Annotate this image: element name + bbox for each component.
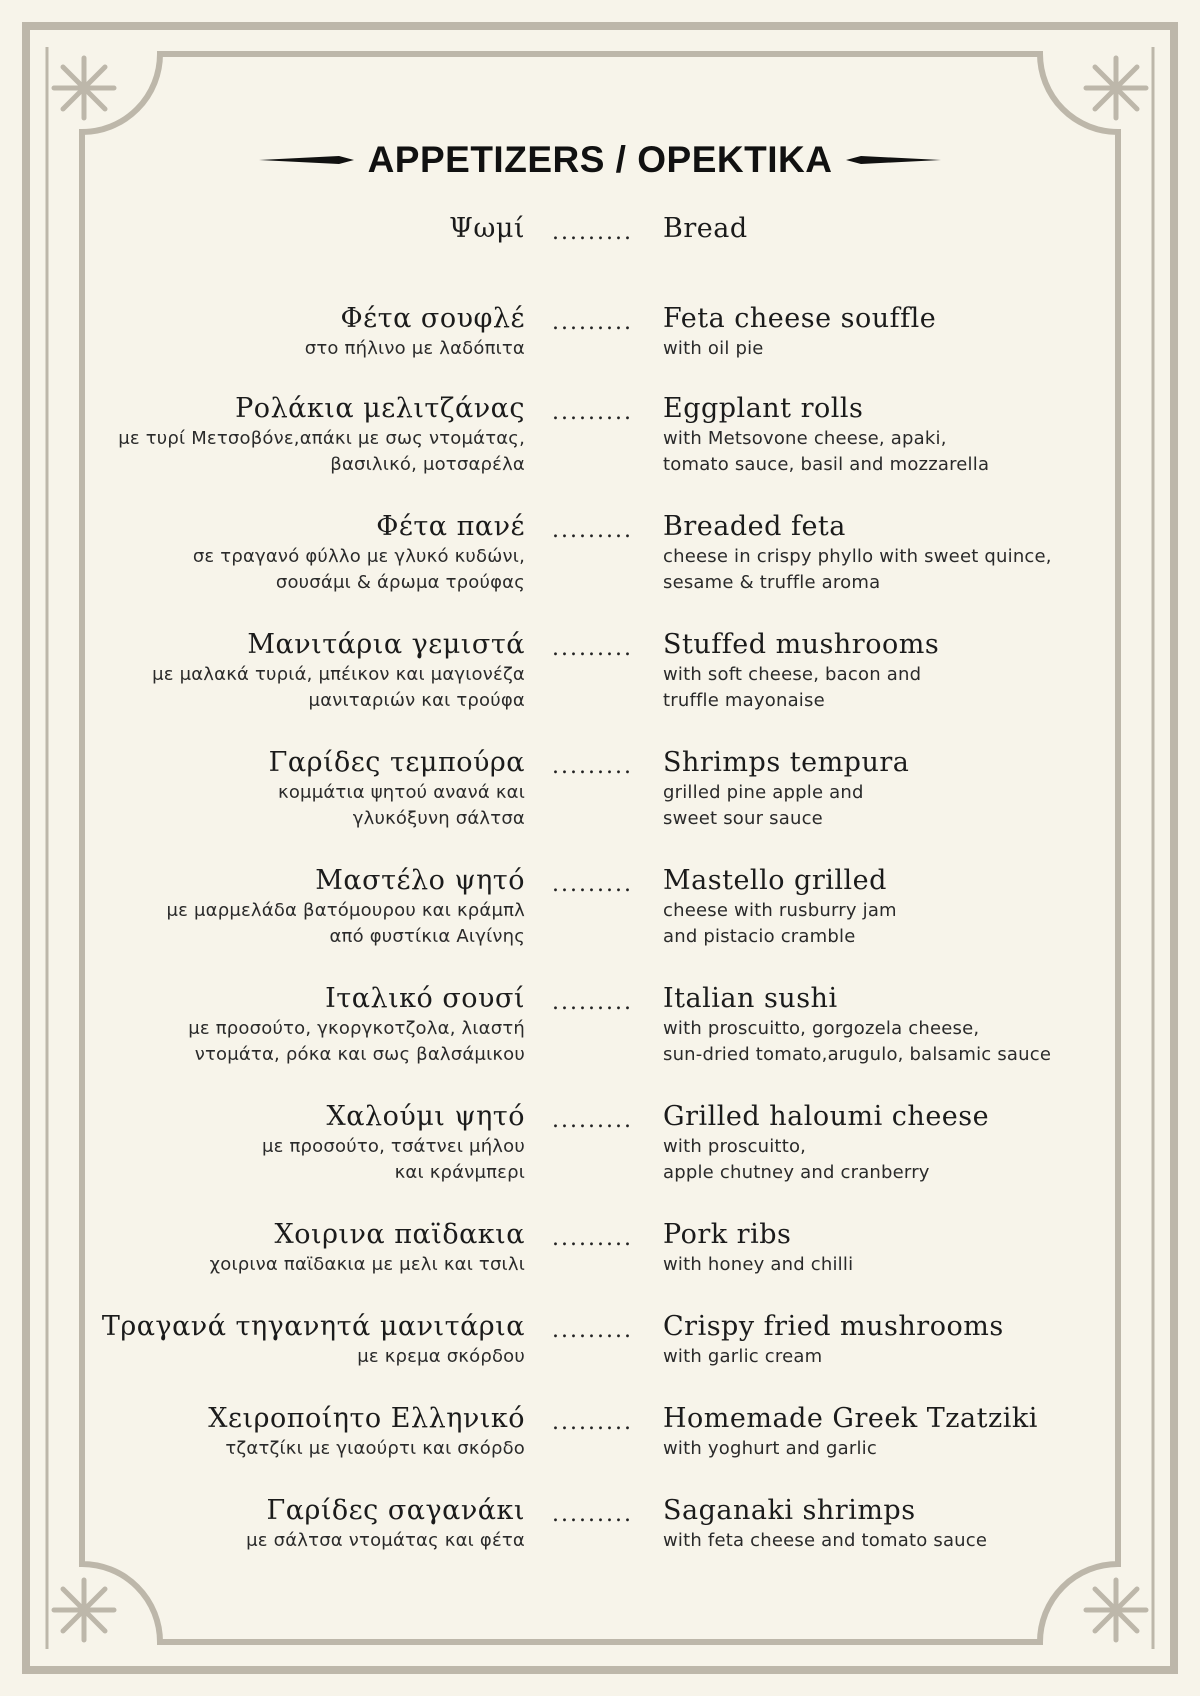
english-dish-name: Saganaki shrimps	[663, 1495, 916, 1526]
greek-dish-description: σε τραγανό φύλλο με γλυκό κυδώνι,	[192, 546, 525, 567]
english-dish-name: Eggplant rolls	[663, 393, 864, 424]
greek-column	[188, 982, 525, 1068]
greek-dish-description: κομμάτια ψητού ανανά και	[278, 782, 525, 803]
english-column	[663, 982, 1051, 1068]
english-column	[663, 864, 897, 950]
english-column	[663, 212, 748, 246]
greek-dish-name: Γαρίδες σαγανάκι	[266, 1495, 525, 1526]
greek-column	[166, 864, 525, 950]
english-dish-description: grilled pine apple and	[663, 782, 864, 803]
english-dish-name: Homemade Greek Tzatziki	[663, 1403, 1038, 1434]
page-title: APPETIZERS / OPEKTIKA	[367, 139, 833, 180]
english-dish-name: Pork ribs	[663, 1219, 792, 1250]
greek-dish-name: Χαλούμι ψητό	[326, 1101, 525, 1132]
english-dish-name: Shrimps tempura	[663, 747, 910, 778]
greek-dish-name: Χειροποίητο Ελληνικό	[208, 1403, 525, 1434]
english-dish-description: sweet sour sauce	[663, 808, 823, 829]
english-dish-description: sun-dried tomato,arugulo, balsamic sauce	[663, 1044, 1052, 1065]
spike-ornament-icon	[846, 153, 941, 167]
greek-column	[449, 212, 525, 246]
dot-leader: .........	[552, 1318, 633, 1343]
english-dish-description: cheese with rusburry jam	[663, 900, 897, 921]
title-row	[0, 130, 1200, 190]
greek-column	[246, 1494, 525, 1554]
english-dish-description: with proscuitto, gorgozela cheese,	[663, 1018, 980, 1039]
english-dish-description: truffle mayonaise	[663, 690, 825, 711]
greek-dish-name: Φέτα πανέ	[376, 511, 525, 542]
greek-dish-description: ντομάτα, ρόκα και σως βαλσάμικου	[194, 1044, 525, 1065]
english-dish-description: apple chutney and cranberry	[663, 1162, 930, 1183]
greek-dish-description: βασιλικό, μοτσαρέλα	[330, 454, 525, 475]
greek-column	[118, 392, 525, 478]
greek-dish-name: Χοιρινα παϊδακια	[274, 1219, 525, 1250]
english-dish-name: Mastello grilled	[663, 865, 887, 896]
english-dish-description: with honey and chilli	[663, 1254, 854, 1275]
greek-column	[208, 1402, 525, 1462]
greek-column	[262, 1100, 525, 1186]
greek-column	[269, 746, 525, 832]
greek-dish-description: στο πήλινο με λαδόπιτα	[304, 338, 525, 359]
greek-dish-name: Φέτα σουφλέ	[340, 303, 525, 334]
greek-dish-description: με κρεμα σκόρδου	[357, 1346, 525, 1367]
english-column	[663, 1218, 853, 1278]
english-dish-description: with soft cheese, bacon and	[663, 664, 922, 685]
greek-dish-description: μανιταριών και τρούφα	[308, 690, 525, 711]
greek-column	[152, 628, 525, 714]
greek-dish-description: και κράνμπερι	[394, 1162, 525, 1183]
english-dish-description: with yoghurt and garlic	[663, 1438, 877, 1459]
dot-leader: .........	[552, 400, 633, 425]
greek-dish-description: με προσούτο, τσάτνει μήλου	[262, 1136, 525, 1157]
english-dish-description: sesame & truffle aroma	[663, 572, 881, 593]
english-dish-description: and pistacio cramble	[663, 926, 856, 947]
dot-leader: .........	[552, 990, 633, 1015]
dot-leader: .........	[552, 872, 633, 897]
dot-leader: .........	[552, 220, 633, 245]
english-dish-name: Feta cheese souffle	[663, 303, 937, 334]
english-dish-name: Bread	[663, 213, 748, 244]
greek-column	[210, 1218, 525, 1278]
spike-ornament-icon	[259, 153, 354, 167]
english-dish-name: Stuffed mushrooms	[663, 629, 940, 660]
english-dish-name: Breaded feta	[663, 511, 846, 542]
greek-dish-description: σουσάμι & άρωμα τρούφας	[275, 572, 525, 593]
dot-leader: .........	[552, 518, 633, 543]
english-column	[663, 628, 939, 714]
asterisk-ornament-icon	[48, 52, 120, 124]
greek-dish-name: Ψωμί	[449, 213, 525, 244]
greek-dish-name: Γαρίδες τεμπούρα	[268, 747, 525, 778]
dot-leader: .........	[552, 1226, 633, 1251]
greek-dish-description: γλυκόξυνη σάλτσα	[352, 808, 525, 829]
greek-dish-description: με μαλακά τυριά, μπέικον και μαγιονέζα	[152, 664, 525, 685]
dot-leader: .........	[552, 1502, 633, 1527]
english-column	[663, 392, 989, 478]
greek-dish-description: με μαρμελάδα βατόμουρου και κράμπλ	[166, 900, 525, 921]
english-column	[663, 1100, 989, 1186]
dot-leader: .........	[552, 1108, 633, 1133]
greek-dish-description: από φυστίκια Αιγίνης	[329, 926, 525, 947]
english-column	[663, 1402, 1038, 1462]
english-dish-description: with Metsovone cheese, apaki,	[663, 428, 947, 449]
english-column	[663, 510, 1052, 596]
dot-leader: .........	[552, 1410, 633, 1435]
greek-dish-description: τζατζίκι με γιαούρτι και σκόρδο	[225, 1438, 525, 1459]
greek-column	[193, 510, 525, 596]
greek-dish-name: Ιταλικό σουσί	[325, 983, 525, 1014]
dot-leader: .........	[552, 310, 633, 335]
english-dish-description: cheese in crispy phyllo with sweet quince,	[663, 546, 1052, 567]
english-column	[663, 1310, 1004, 1370]
greek-dish-description: με τυρί Μετσοβόνε,απάκι με σως ντομάτας,	[118, 428, 525, 449]
greek-dish-name: Μαστέλο ψητό	[315, 865, 525, 896]
english-dish-description: with proscuitto,	[663, 1136, 807, 1157]
english-dish-description: with oil pie	[663, 338, 764, 359]
greek-dish-name: Τραγανά τηγανητά μανιτάρια	[101, 1311, 525, 1342]
greek-dish-name: Μανιτάρια γεμιστά	[247, 629, 525, 660]
english-dish-name: Grilled haloumi cheese	[663, 1101, 990, 1132]
english-column	[663, 746, 909, 832]
greek-column	[102, 1310, 525, 1370]
asterisk-ornament-icon	[1080, 1574, 1152, 1646]
asterisk-ornament-icon	[1080, 52, 1152, 124]
english-dish-name: Crispy fried mushrooms	[663, 1311, 1004, 1342]
greek-column	[305, 302, 525, 362]
english-dish-description: with feta cheese and tomato sauce	[663, 1530, 988, 1551]
greek-dish-description: με προσούτο, γκοργκοτζολα, λιαστή	[188, 1018, 525, 1039]
dot-leader: .........	[552, 636, 633, 661]
dot-leader: .........	[552, 754, 633, 779]
english-column	[663, 1494, 987, 1554]
greek-dish-name: Ρολάκια μελιτζάνας	[235, 393, 525, 424]
english-column	[663, 302, 936, 362]
asterisk-ornament-icon	[48, 1574, 120, 1646]
english-dish-description: with garlic cream	[663, 1346, 823, 1367]
english-dish-description: tomato sauce, basil and mozzarella	[663, 454, 990, 475]
greek-dish-description: με σάλτσα ντομάτας και φέτα	[246, 1530, 525, 1551]
english-dish-name: Italian sushi	[663, 983, 838, 1014]
greek-dish-description: χοιρινα παϊδακια με μελι και τσιλι	[209, 1254, 525, 1275]
